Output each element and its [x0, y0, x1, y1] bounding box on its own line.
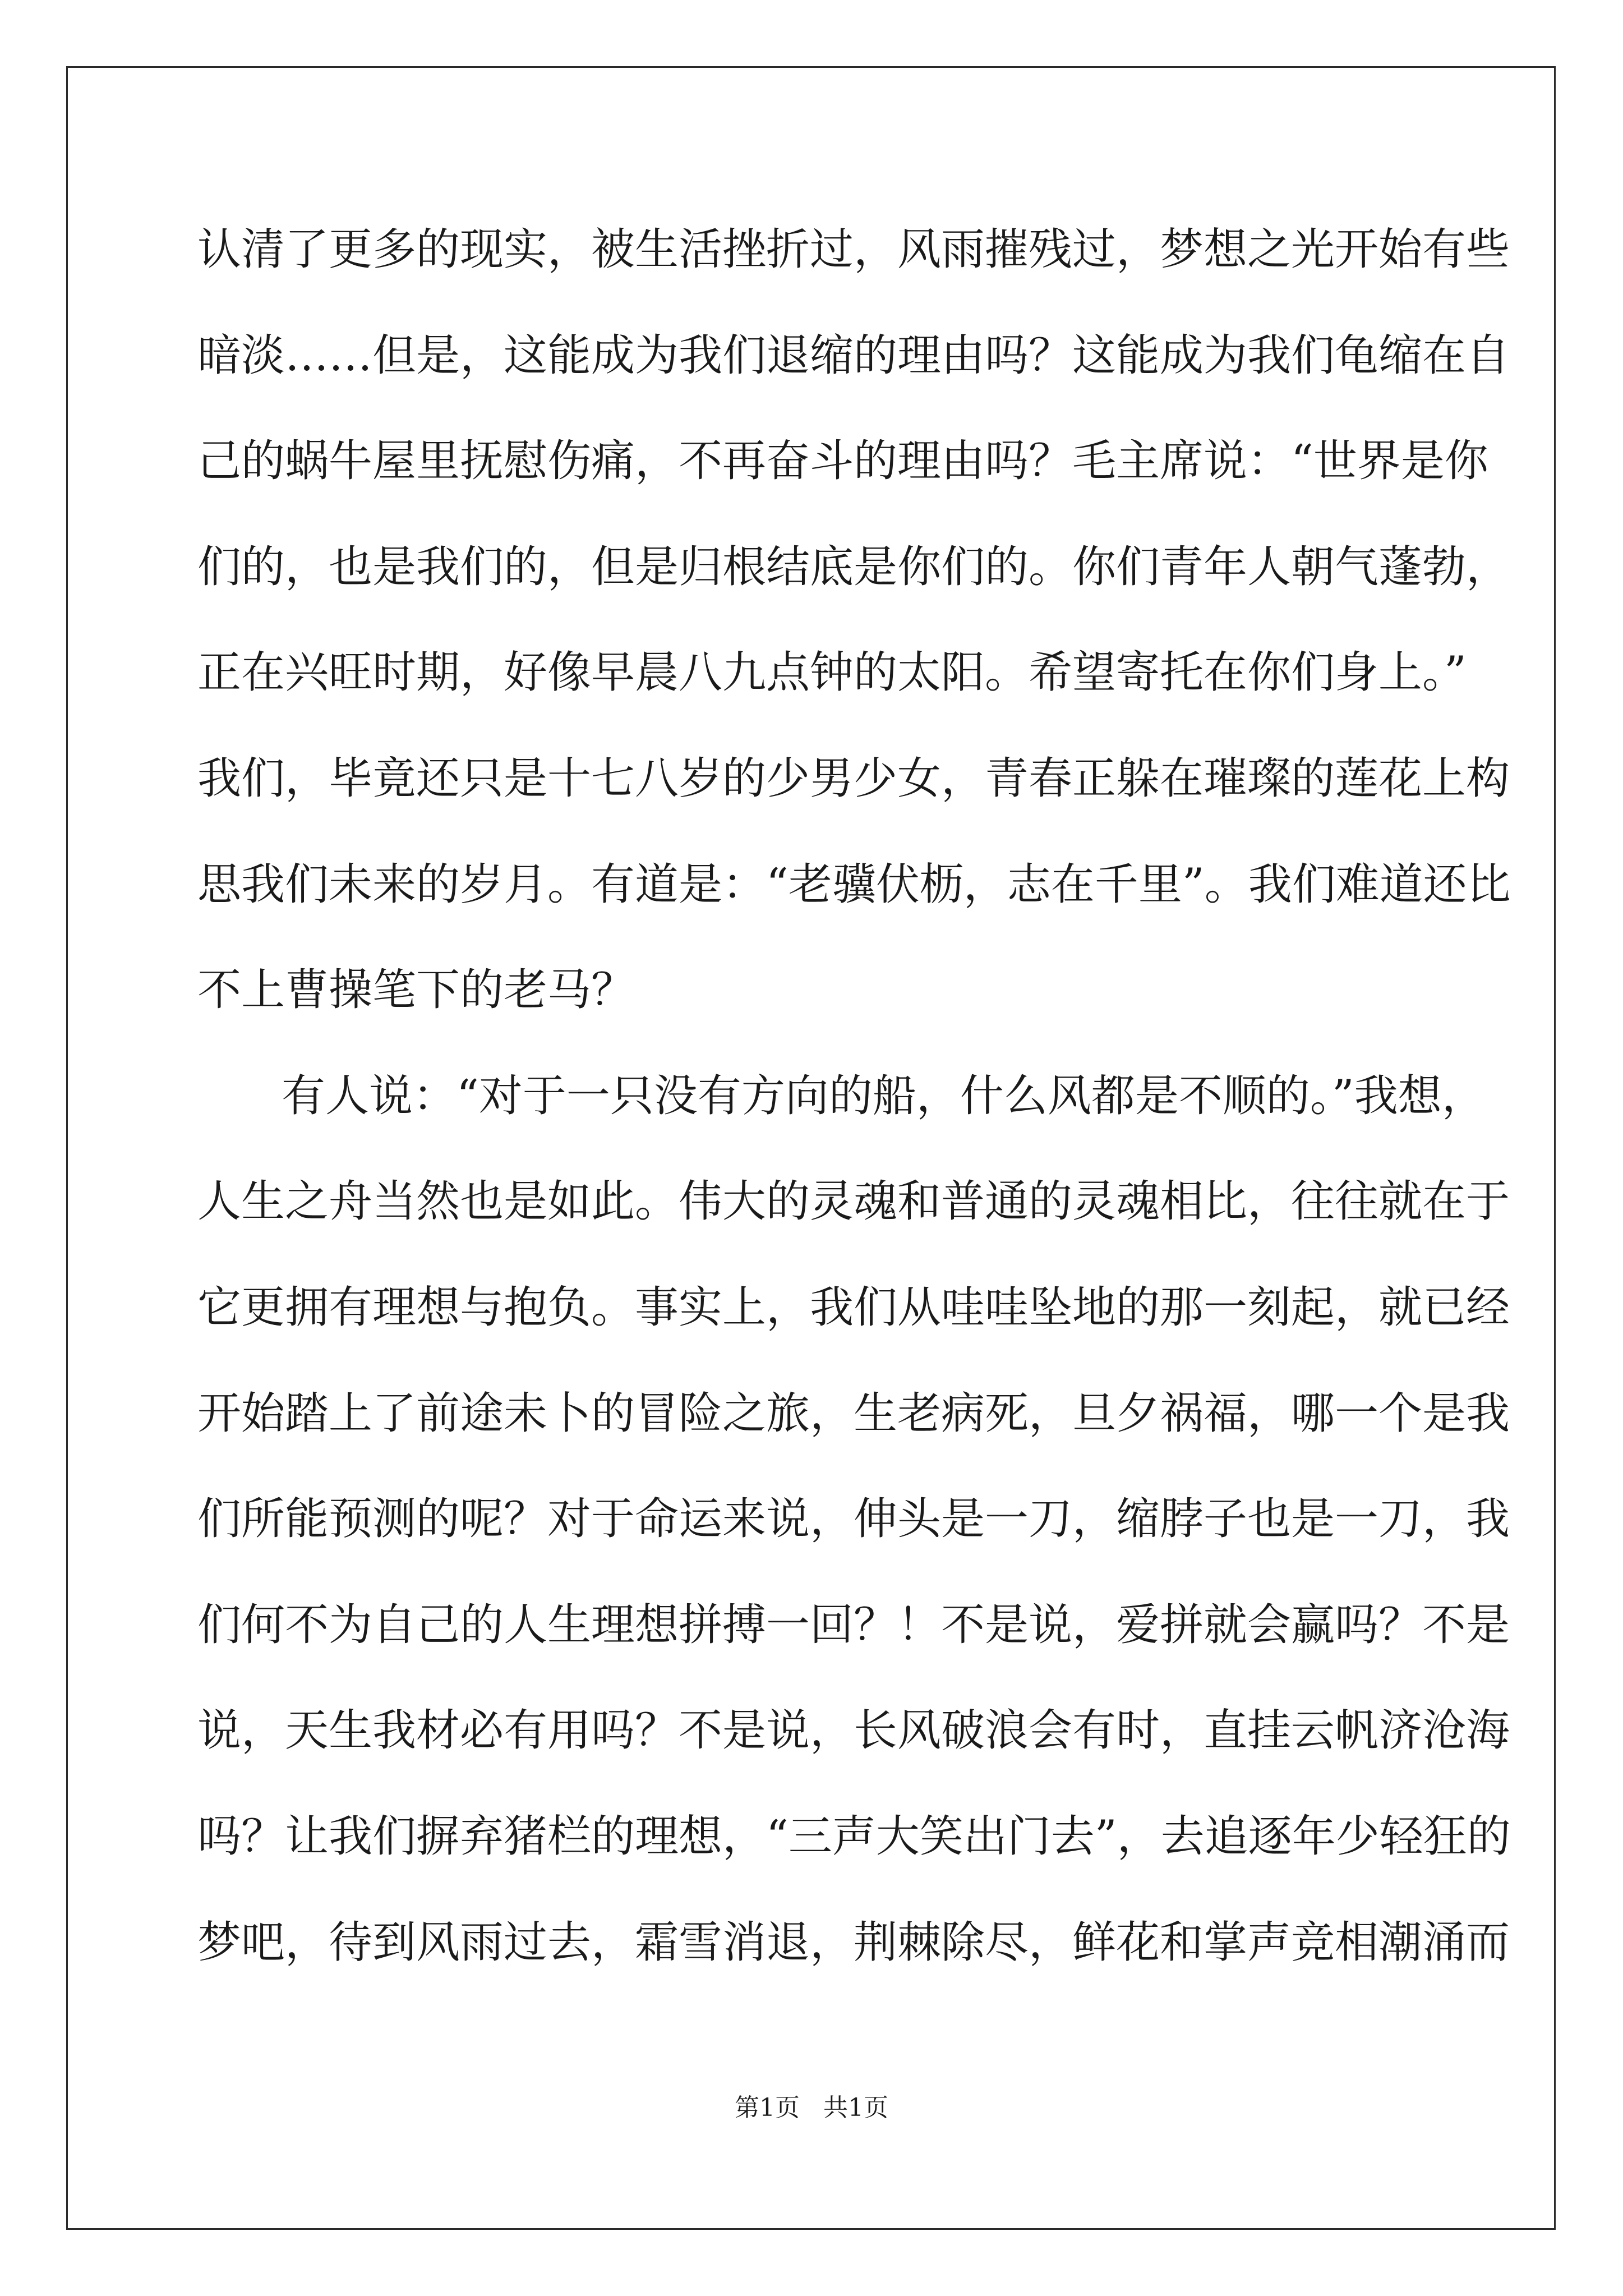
text-line: 开始踏上了前途未卜的冒险之旅，生老病死，旦夕祸福，哪一个是我: [197, 1388, 1510, 1439]
text-line: 们的，也是我们的，但是归根结底是你们的。你们青年人朝气蓬勃，: [197, 541, 1510, 592]
text-line: 暗淡……但是，这能成为我们退缩的理由吗？这能成为我们龟缩在自: [197, 330, 1510, 381]
text-line: 不上曹操笔下的老马？: [197, 965, 635, 1016]
text-line: 说，天生我材必有用吗？不是说，长风破浪会有时，直挂云帆济沧海: [197, 1705, 1510, 1756]
text-line: 人生之舟当然也是如此。伟大的灵魂和普通的灵魂相比，往往就在于: [197, 1176, 1510, 1227]
page-total: 共1页: [823, 2093, 888, 2122]
text-line: 它更拥有理想与抱负。事实上，我们从哇哇坠地的那一刻起，就已经: [197, 1282, 1510, 1333]
page-number: 第1页: [735, 2093, 800, 2122]
text-line: 正在兴旺时期，好像早晨八九点钟的太阳。希望寄托在你们身上。”: [197, 647, 1467, 698]
page-footer: [0, 2091, 1623, 2125]
text-line-indented: 有人说：“对于一只没有方向的船，什么风都是不顺的。”我想，: [282, 1070, 1486, 1121]
text-line: 吗？让我们摒弃猪栏的理想，“三声大笑出门去”，去追逐年少轻狂的: [197, 1811, 1511, 1862]
text-line: 我们，毕竟还只是十七八岁的少男少女，青春正躲在璀璨的莲花上构: [197, 753, 1510, 804]
text-line: 们所能预测的呢？对于命运来说，伸头是一刀，缩脖子也是一刀，我: [197, 1494, 1510, 1545]
text-line: 己的蜗牛屋里抚慰伤痛，不再奋斗的理由吗？毛主席说：“世界是你: [197, 436, 1488, 487]
text-line: 思我们未来的岁月。有道是：“老骥伏枥，志在千里”。我们难道还比: [197, 859, 1511, 910]
text-line: 认清了更多的现实，被生活挫折过，风雨摧残过，梦想之光开始有些: [197, 224, 1510, 275]
document-body: [197, 219, 1511, 2017]
text-line: 梦吧，待到风雨过去，霜雪消退，荆棘除尽，鲜花和掌声竞相潮涌而: [197, 1917, 1510, 1968]
text-line: 们何不为自己的人生理想拼搏一回？！不是说，爱拼就会赢吗？不是: [197, 1599, 1510, 1650]
